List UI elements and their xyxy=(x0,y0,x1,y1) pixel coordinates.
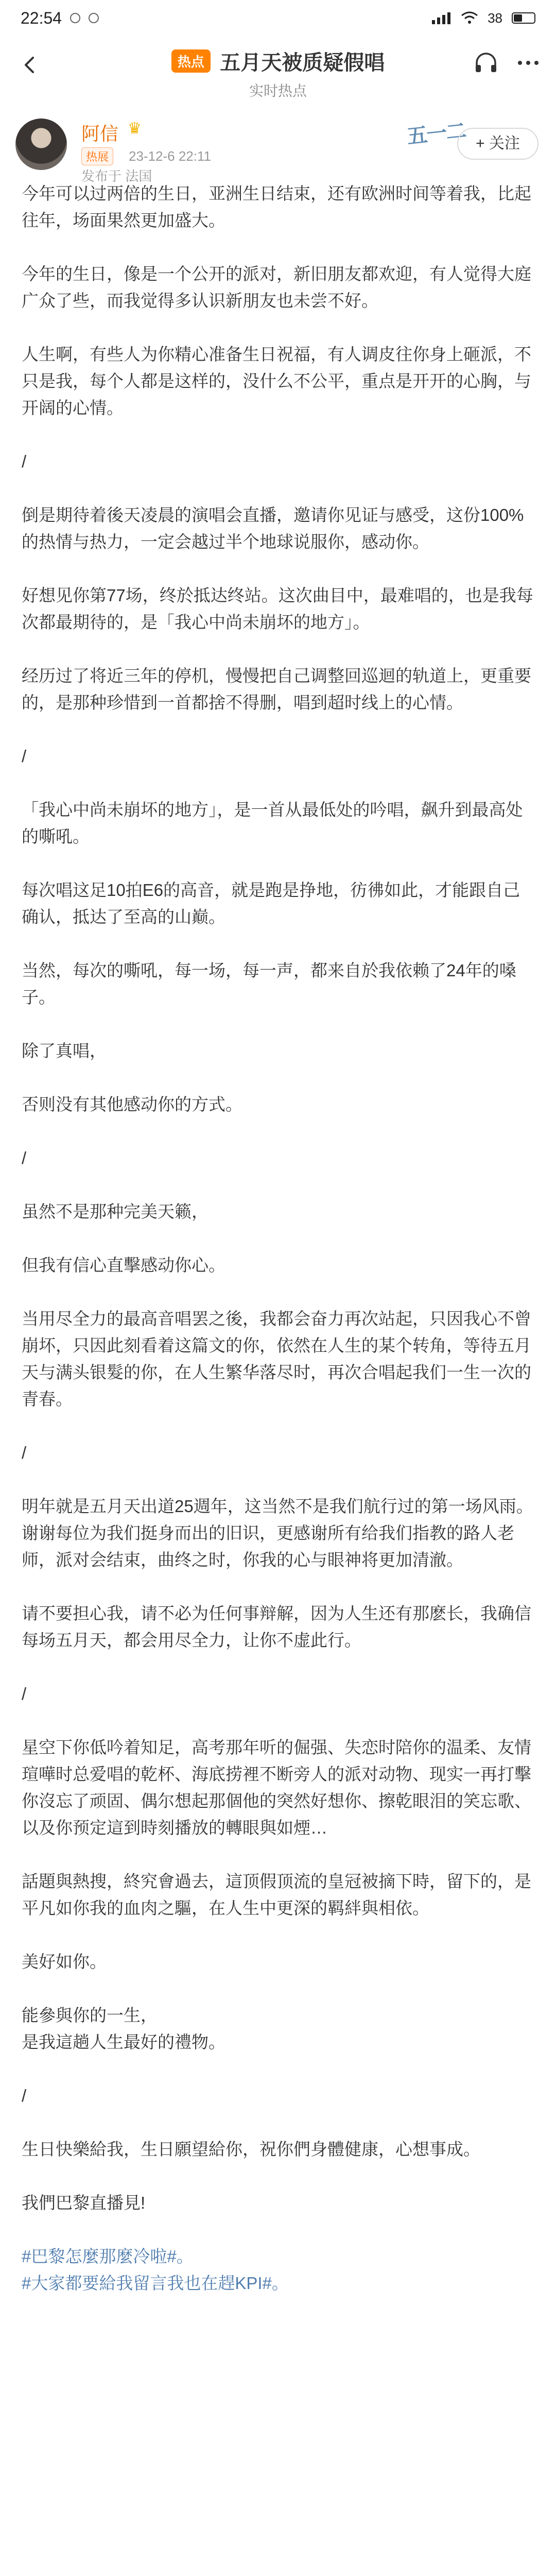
post-paragraph: 今年的生日，像是一个公开的派对，新旧朋友都欢迎，有人觉得大庭广众了些，而我觉得多认识新朋友也未尝不好。 xyxy=(22,264,531,310)
post-paragraph: 生日快樂給我，生日願望給你，祝你們身體健康，心想事成。 xyxy=(22,2140,480,2159)
post-paragraph: 当用尽全力的最高音唱罢之後，我都会奋力再次站起，只因我心不曾崩坏，只因此刻看着这篇文的你，依然在人生的某个转角，等待五月天与满头银髮的你，在人生繁华落尽时，再次合唱起我们一生一次的青春。 xyxy=(22,1309,531,1409)
status-time: 22:54 xyxy=(21,8,62,27)
post-paragraph: 否则没有其他感动你的方式。 xyxy=(22,1095,242,1114)
post-body xyxy=(22,180,536,2297)
post-paragraph: 经历过了将近三年的停机，慢慢把自己调整回巡迴的轨道上，更重要的，是那种珍惜到一首都捨不得删，唱到超时线上的心情。 xyxy=(22,666,531,712)
follow-button[interactable]: + 关注 xyxy=(457,128,538,160)
signal-icon xyxy=(431,12,451,24)
section-separator: / xyxy=(22,1148,27,1167)
post-paragraph: 请不要担心我，请不必为任何事辩解，因为人生还有那麽长，我确信每场五月天，都会用尽全力，让你不虚此行。 xyxy=(22,1604,531,1650)
notification-icon xyxy=(70,13,80,23)
app-icon xyxy=(89,13,99,23)
hot-tag: 热点 xyxy=(171,49,211,73)
section-separator: / xyxy=(22,452,27,471)
post-paragraph: 除了真唱， xyxy=(22,1041,107,1060)
battery-level: 38 xyxy=(488,10,502,26)
post-paragraph: 話題與熱搜，終究會過去，這顶假顶流的皇冠被摘下時，留下的，是平凡如你我的血肉之驅，在人生中更深的羁絆與相依。 xyxy=(22,1872,531,1918)
post-paragraph: 「我心中尚未崩坏的地方」，是一首从最低处的吟唱，飙升到最高处的嘶吼。 xyxy=(22,800,523,846)
post-paragraph: 当然，每次的嘶吼，每一场，每一声，都来自於我依赖了24年的嗓子。 xyxy=(22,961,516,1007)
wifi-icon xyxy=(461,11,478,25)
avatar[interactable] xyxy=(15,118,67,170)
more-icon[interactable] xyxy=(516,52,541,74)
post-paragraph: 能參與你的一生， 是我這趟人生最好的禮物。 xyxy=(22,2006,225,2052)
author-row xyxy=(0,108,556,185)
hashtag-link[interactable]: #大家都要給我留言我也在趕KPI#。 xyxy=(22,2274,289,2293)
hashtag-link[interactable]: #巴黎怎麼那麼冷啦#。 xyxy=(22,2247,194,2266)
headphones-icon[interactable] xyxy=(474,52,498,74)
post-time: 23-12-6 22:11 xyxy=(129,148,211,164)
post-paragraph: 明年就是五月天出道25週年，这当然不是我们航行过的第一场风雨。谢谢每位为我们挺身而出的旧识，更感谢所有给我们指教的路人老师，派对会结束，曲终之时，你我的心与眼神将更加清澈。 xyxy=(22,1497,533,1569)
post-paragraph: 今年可以过两倍的生日，亚洲生日结束，还有欧洲时间等着我，比起往年，场面果然更加盛大。 xyxy=(22,184,531,230)
page-subtitle: 实时热点 xyxy=(249,83,307,99)
post-paragraph: 美好如你。 xyxy=(22,1952,107,1971)
post-paragraph: 虽然不是那种完美天籁， xyxy=(22,1202,208,1221)
post-paragraph: 每次唱这足10拍E6的高音，就是跑是挣地，彷彿如此，才能跟自己确认，抵达了至高的山巅。 xyxy=(22,880,520,926)
section-separator: / xyxy=(22,747,27,766)
post-paragraph: 好想见你第77场，终於抵达终站。这次曲目中，最难唱的，也是我每次都最期待的，是「我心中尚未崩坏的地方」。 xyxy=(22,586,533,632)
post-paragraph: 人生啊，有些人为你精心准备生日祝福，有人调皮往你身上砸派，不只是我，每个人都是这样的，没什么不公平，重点是开开的心胸，与开阔的心情。 xyxy=(22,345,531,417)
post-paragraph: 但我有信心直擊感动你心。 xyxy=(22,1256,225,1275)
section-separator: / xyxy=(22,2086,27,2105)
page-title: 五月天被质疑假唱 xyxy=(220,52,385,74)
post-source: 发布于 法国 xyxy=(81,168,152,184)
section-separator: / xyxy=(22,1684,27,1703)
status-badge: 热展 xyxy=(81,147,113,165)
battery-icon xyxy=(512,12,535,24)
status-bar xyxy=(0,0,556,36)
top-bar xyxy=(0,36,556,108)
author-name[interactable]: 阿信 xyxy=(81,123,119,144)
header-title-group xyxy=(0,46,556,100)
section-separator: / xyxy=(22,1443,27,1462)
post-paragraph: 星空下你低吟着知足，高考那年听的倔强、失恋时陪你的温柔、友情瑄嘩时总爱唱的乾杯、海底捞裡不断旁人的派对动物、现实一再打擊你沒忘了顽固、偶尔想起那個他的突然好想你、擦乾眼泪的笑忘歌、以及你预定這到時刻播放的轉眼與如煙… xyxy=(22,1738,531,1837)
crown-icon: ♛ xyxy=(128,120,142,137)
post-paragraph: 我們巴黎直播見! xyxy=(22,2193,146,2212)
post-paragraph: 倒是期待着後天凌晨的演唱会直播，邀请你见证与感受，这份100%的热情与热力，一定会越过半个地球说服你，感动你。 xyxy=(22,505,524,551)
brand-logo: 五一二 xyxy=(406,118,467,149)
